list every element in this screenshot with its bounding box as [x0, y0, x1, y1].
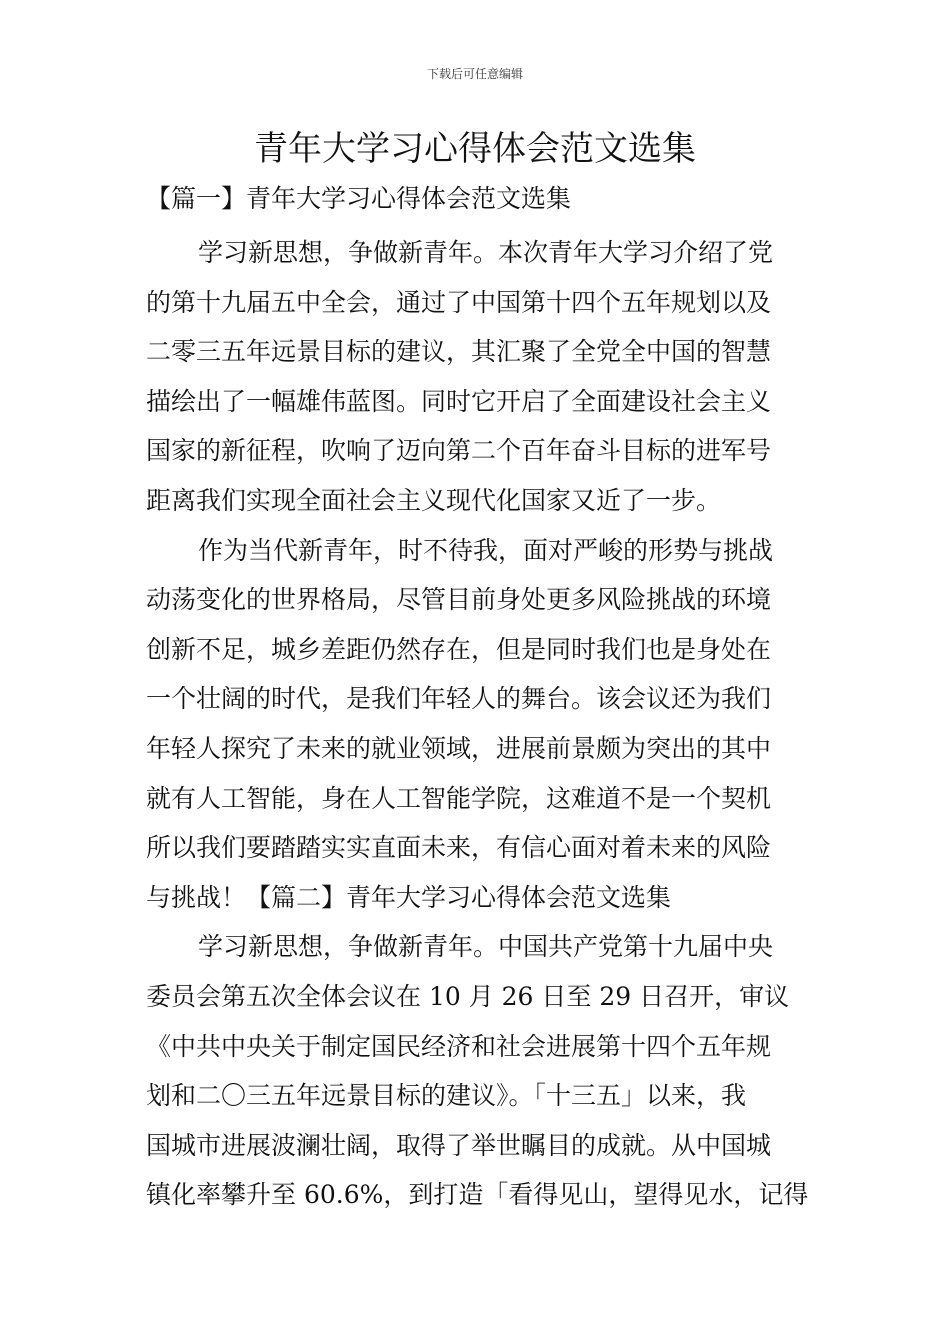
text-line: 的第十九届五中全会，通过了中国第十四个五年规划以及 [146, 287, 772, 317]
body-text [146, 228, 809, 1220]
document-title: 青年大学习心得体会范文选集 [254, 129, 696, 169]
text-line: 作为当代新青年，时不待我，面对严峻的形势与挑战 [198, 535, 774, 565]
text-line: 学习新思想，争做新青年。本次青年大学习介绍了党 [198, 238, 774, 267]
text-line: 动荡变化的世界格局，尽管目前身处更多风险挑战的环境 [146, 585, 772, 615]
text-line: 镇化率攀升至 60.6%，到打造「看得见山，望得见水，记得 [146, 1180, 809, 1210]
text-line: 所以我们要踏踏实实直面未来，有信心面对着未来的风险 [146, 833, 772, 863]
text-line: 学习新思想，争做新青年。中国共产党第十九届中央 [198, 932, 774, 962]
text-line: 划和二〇三五年远景目标的建议》。「十三五」以来，我 [146, 1081, 747, 1111]
text-line: 创新不足，城乡差距仍然存在，但是同时我们也是身处在 [146, 634, 772, 664]
text-line: 二零三五年远景目标的建议，其汇聚了全党全中国的智慧 [146, 337, 772, 367]
text-line: 与挑战！【篇二】青年大学习心得体会范文选集 [146, 882, 672, 912]
text-line: 就有人工智能，身在人工智能学院，这难道不是一个契机 [146, 783, 772, 813]
text-line: 国城市进展波澜壮阔，取得了举世瞩目的成就。从中国城 [146, 1130, 772, 1160]
text-line: 一个壮阔的时代，是我们年轻人的舞台。该会议还为我们 [146, 684, 772, 714]
text-line: 距离我们实现全面社会主义现代化国家又近了一步。 [146, 485, 722, 515]
section-heading-1: 【篇一】青年大学习心得体会范文选集 [146, 184, 572, 213]
page-header-note: 下载后可任意编辑 [426, 67, 523, 81]
text-line: 年轻人探究了未来的就业领域，进展前景颇为突出的其中 [146, 733, 772, 763]
text-line: 描绘出了一幅雄伟蓝图。同时它开启了全面建设社会主义 [146, 386, 772, 416]
text-line: 委员会第五次全体会议在 10 月 26 日至 29 日召开，审议 [146, 981, 790, 1011]
text-line: 国家的新征程，吹响了迈向第二个百年奋斗目标的进军号 [146, 436, 772, 466]
text-line: 《中共中央关于制定国民经济和社会进展第十四个五年规 [146, 1031, 772, 1061]
